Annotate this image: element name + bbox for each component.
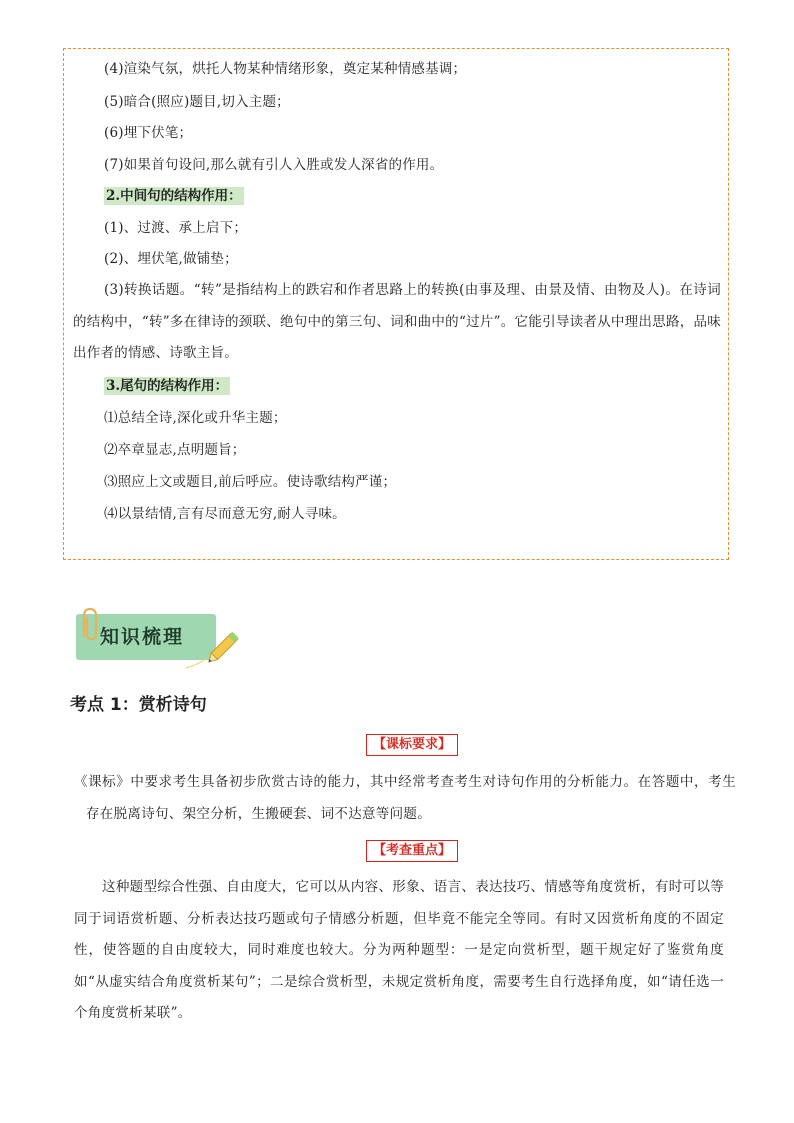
list-item: (2)、埋伏笔,做铺垫； [104,251,238,267]
section-banner [76,606,246,670]
tag-exam-focus: 【考查重点】 [366,840,458,862]
paragraph-transition: (3)转换话题。“转”是指结构上的跌宕和作者思路上的转换(由事及理、由景及情、由物及人)。在诗词的结构中，“转”多在律诗的颈联、绝句中的第三句、词和曲中的“过片”。它能引导读者从中理出思路，品味出作者的情感、诗歌主旨。 [73,282,721,361]
list-item: ⑴总结全诗,深化或升华主题； [104,410,287,426]
paragraph-exam-focus: 这种题型综合性强、自由度大，它可以从内容、形象、语言、表达技巧、情感等角度赏析，有时可以等同于词语赏析题、分析表达技巧题或句子情感分析题，但毕竟不能完全等同。有时又因赏析角度的不固定性，使答题的自由度较大，同时难度也较大。分为两种题型：一是定向赏析型，题干规定好了鉴赏角度如“从虚实结合角度赏析某句”；二是综合赏析型，未规定赏析角度，需要考生自行选择角度，如“请任选一个角度赏析某联”。 [74,879,724,1022]
paragraph-curriculum: 《课标》中要求考生具备初步欣赏古诗的能力，其中经常考查考生对诗句作用的分析能力。在答题中，考生存在脱离诗句、架空分析，生搬硬套、词不达意等问题。 [74,774,736,822]
banner-title: 知识梳理 [100,626,185,648]
list-item: (6)埋下伏笔； [104,125,193,141]
knowledge-point-title: 考点 1：赏析诗句 [70,695,207,715]
list-item: (4)渲染气氛，烘托人物某种情绪形象，奠定某种情感基调； [104,61,467,77]
list-item: (5)暗合(照应)题目,切入主题； [104,94,290,110]
list-item: (7)如果首句设问,那么就有引人入胜或发人深省的作用。 [104,157,444,173]
subheading-ending: 3.尾句的结构作用： [106,378,229,394]
list-item: (1)、过渡、承上启下； [104,220,248,236]
list-item: ⑶照应上文或题目,前后呼应。使诗歌结构严谨； [104,474,397,490]
subheading-middle: 2.中间句的结构作用： [106,188,242,204]
pencil-icon [184,624,246,674]
list-item: ⑷以景结情,言有尽而意无穷,耐人寻味。 [104,506,346,522]
list-item: ⑵卒章显志,点明题旨； [104,442,246,458]
tag-curriculum-requirement: 【课标要求】 [366,734,458,756]
